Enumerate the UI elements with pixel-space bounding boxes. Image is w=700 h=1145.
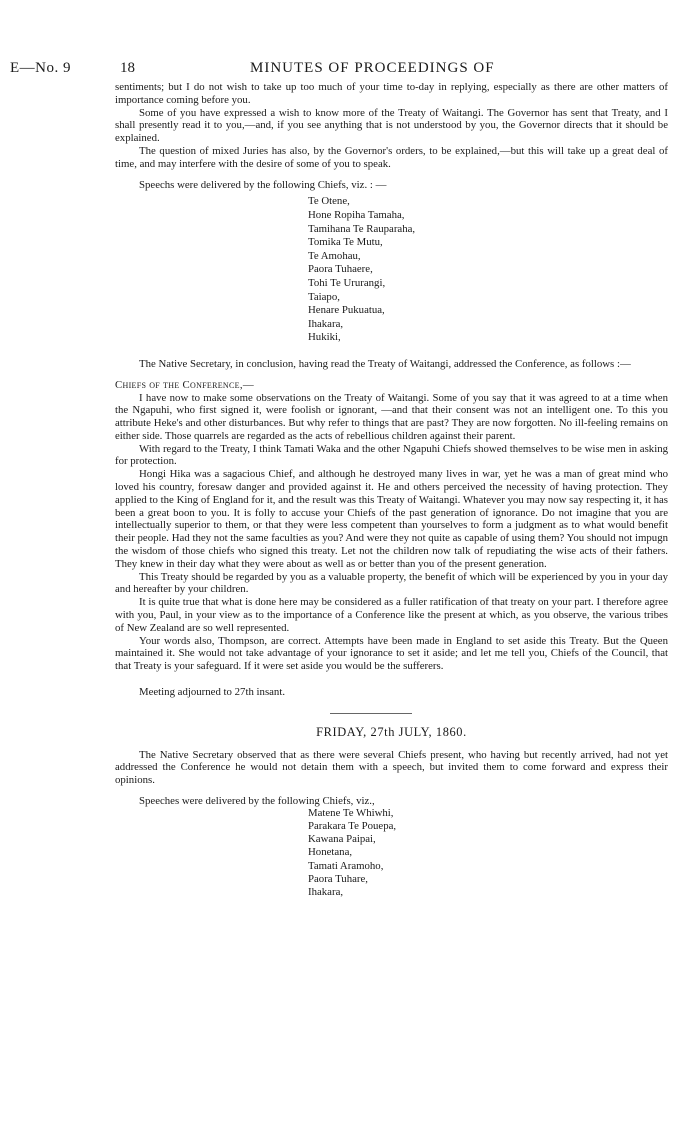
address-paragraph: With regard to the Treaty, I think Tamati Waka and the other Ngapuhi Chiefs showed themselves to be wise men in asking for protection. bbox=[115, 442, 668, 468]
running-title: MINUTES OF PROCEEDINGS OF bbox=[250, 60, 495, 76]
intro-paragraph-2: Some of you have expressed a wish to know more of the Treaty of Waitangi. The Governor has sent that Treaty, and I shall presently read it to you,—and, if you see anything that is not understood by you, the Governor directs that it should be explained. bbox=[115, 106, 668, 145]
address-paragraph: It is quite true that what is done here may be considered as a fuller ratification of that treaty on your part. I therefore agree with you, Paul, in your view as to the importance of a Conference like the present at which, as you observe, the various tribes of New Zealand are so well represented. bbox=[115, 596, 668, 634]
chief-name: Taiapo, bbox=[308, 290, 340, 303]
section-title: FRIDAY, 27th JULY, 1860. bbox=[316, 724, 467, 739]
address-paragraph: Hongi Hika was a sagacious Chief, and although he destroyed many lives in war, yet he was a man of great mind who loved his country, foresaw danger and provided against it. He and others perceived the necessity of having protection. They applied to the King of England for it, and the result was this Treaty of Waitangi. Whatever you may now say respecting it, it has been a great boon to you. It is folly to accuse your Chiefs of the past generation of ignorance. Do not imagine that you are intellectually superior to them, or that they were less competent than yourselves to form a judgment as to what would benefit their people. Had they not the same faculties as you? And were they not quite as capable of using them? You should not impugn the wisdom of those chiefs who signed this treaty. Let not the children now talk of repudiating the wise acts of their fathers. They knew in their day what they were about as well as or better than you of the present generation. bbox=[115, 468, 668, 570]
chief-name: Tamihana Te Rauparaha, bbox=[308, 222, 416, 235]
chiefs-list-1 bbox=[308, 195, 668, 345]
address-paragraph: I have now to make some observations on the Treaty of Waitangi. Some of you say that it was agreed to at a time when the Ngapuhi, who first signed it, were foolish or ignorant, —and that their consent was not an intelligent one. To this you attribute Heke's and other disturbances. But why refer to things that are past? They are now forgotten. No ill-feeling remains on either side. Those quarrels are regarded as the acts of rebellious children against their parent. bbox=[115, 391, 668, 442]
page-number: 18 bbox=[120, 60, 135, 76]
chief-name: Tohi Te Ururangi, bbox=[308, 276, 386, 289]
document-series: E—No. 9 bbox=[10, 60, 71, 76]
chief-name: Ihakara, bbox=[308, 317, 344, 330]
chief-name: Tomika Te Mutu, bbox=[308, 236, 383, 249]
intro-paragraph-3: The question of mixed Juries has also, by the Governor's orders, to be explained,—but this will take up a great deal of time, and may interfere with the desire of some of you to speak. bbox=[115, 144, 668, 170]
chief-name: Hukiki, bbox=[308, 331, 341, 344]
chief-name: Tamati Aramoho, bbox=[308, 859, 384, 872]
speeches-intro-1: Speechs were delivered by the following Chiefs, viz. : — bbox=[139, 178, 387, 191]
document-body bbox=[115, 81, 668, 899]
friday-paragraph: The Native Secretary observed that as there were several Chiefs present, who having but recently arrived, had not yet addressed the Conference he would not detain them with a speech, but invited them to come forward and express their opinions. bbox=[115, 748, 668, 787]
chiefs-list-2 bbox=[308, 807, 668, 899]
secretary-conclusion: The Native Secretary, in conclusion, having read the Treaty of Waitangi, addressed the Conference, as follows :— bbox=[139, 357, 631, 370]
intro-paragraph-1: sentiments; but I do not wish to take up too much of your time to-day in replying, especially as there are other matters of importance coming before you. bbox=[115, 81, 668, 106]
chief-name: Te Otene, bbox=[308, 195, 350, 208]
chief-name: Ihakara, bbox=[308, 886, 344, 899]
chief-name: Paora Tuhare, bbox=[308, 872, 368, 885]
page-header bbox=[10, 60, 690, 80]
speeches-intro-2: Speeches were delivered by the following Chiefs, viz., bbox=[139, 795, 375, 808]
chief-name: Te Amohau, bbox=[308, 249, 361, 262]
address-paragraph: This Treaty should be regarded by you as a valuable property, the benefit of which will be experienced by you in your day and hereafter by your children. bbox=[115, 570, 668, 596]
adjournment-note: Meeting adjourned to 27th insant. bbox=[139, 686, 286, 699]
chief-name: Parakara Te Pouepa, bbox=[308, 820, 397, 833]
chief-name: Hone Ropiha Tamaha, bbox=[308, 208, 405, 221]
address-paragraph: Your words also, Thompson, are correct. Attempts have been made in England to set aside this Treaty. But the Queen maintained it. She would not take advantage of your ignorance to set it aside; and let me tell you, Chiefs of the Council, that that Treaty is your safeguard. If it were set aside you would be the sufferers. bbox=[115, 634, 668, 673]
chief-name: Paora Tuhaere, bbox=[308, 263, 373, 276]
address-heading: Chiefs of the Conference,— bbox=[115, 378, 254, 391]
chief-name: Kawana Paipai, bbox=[308, 833, 376, 846]
chief-name: Honetana, bbox=[308, 846, 353, 859]
chief-name: Henare Pukuatua, bbox=[308, 304, 385, 317]
chief-name: Matene Te Whiwhi, bbox=[308, 806, 394, 819]
